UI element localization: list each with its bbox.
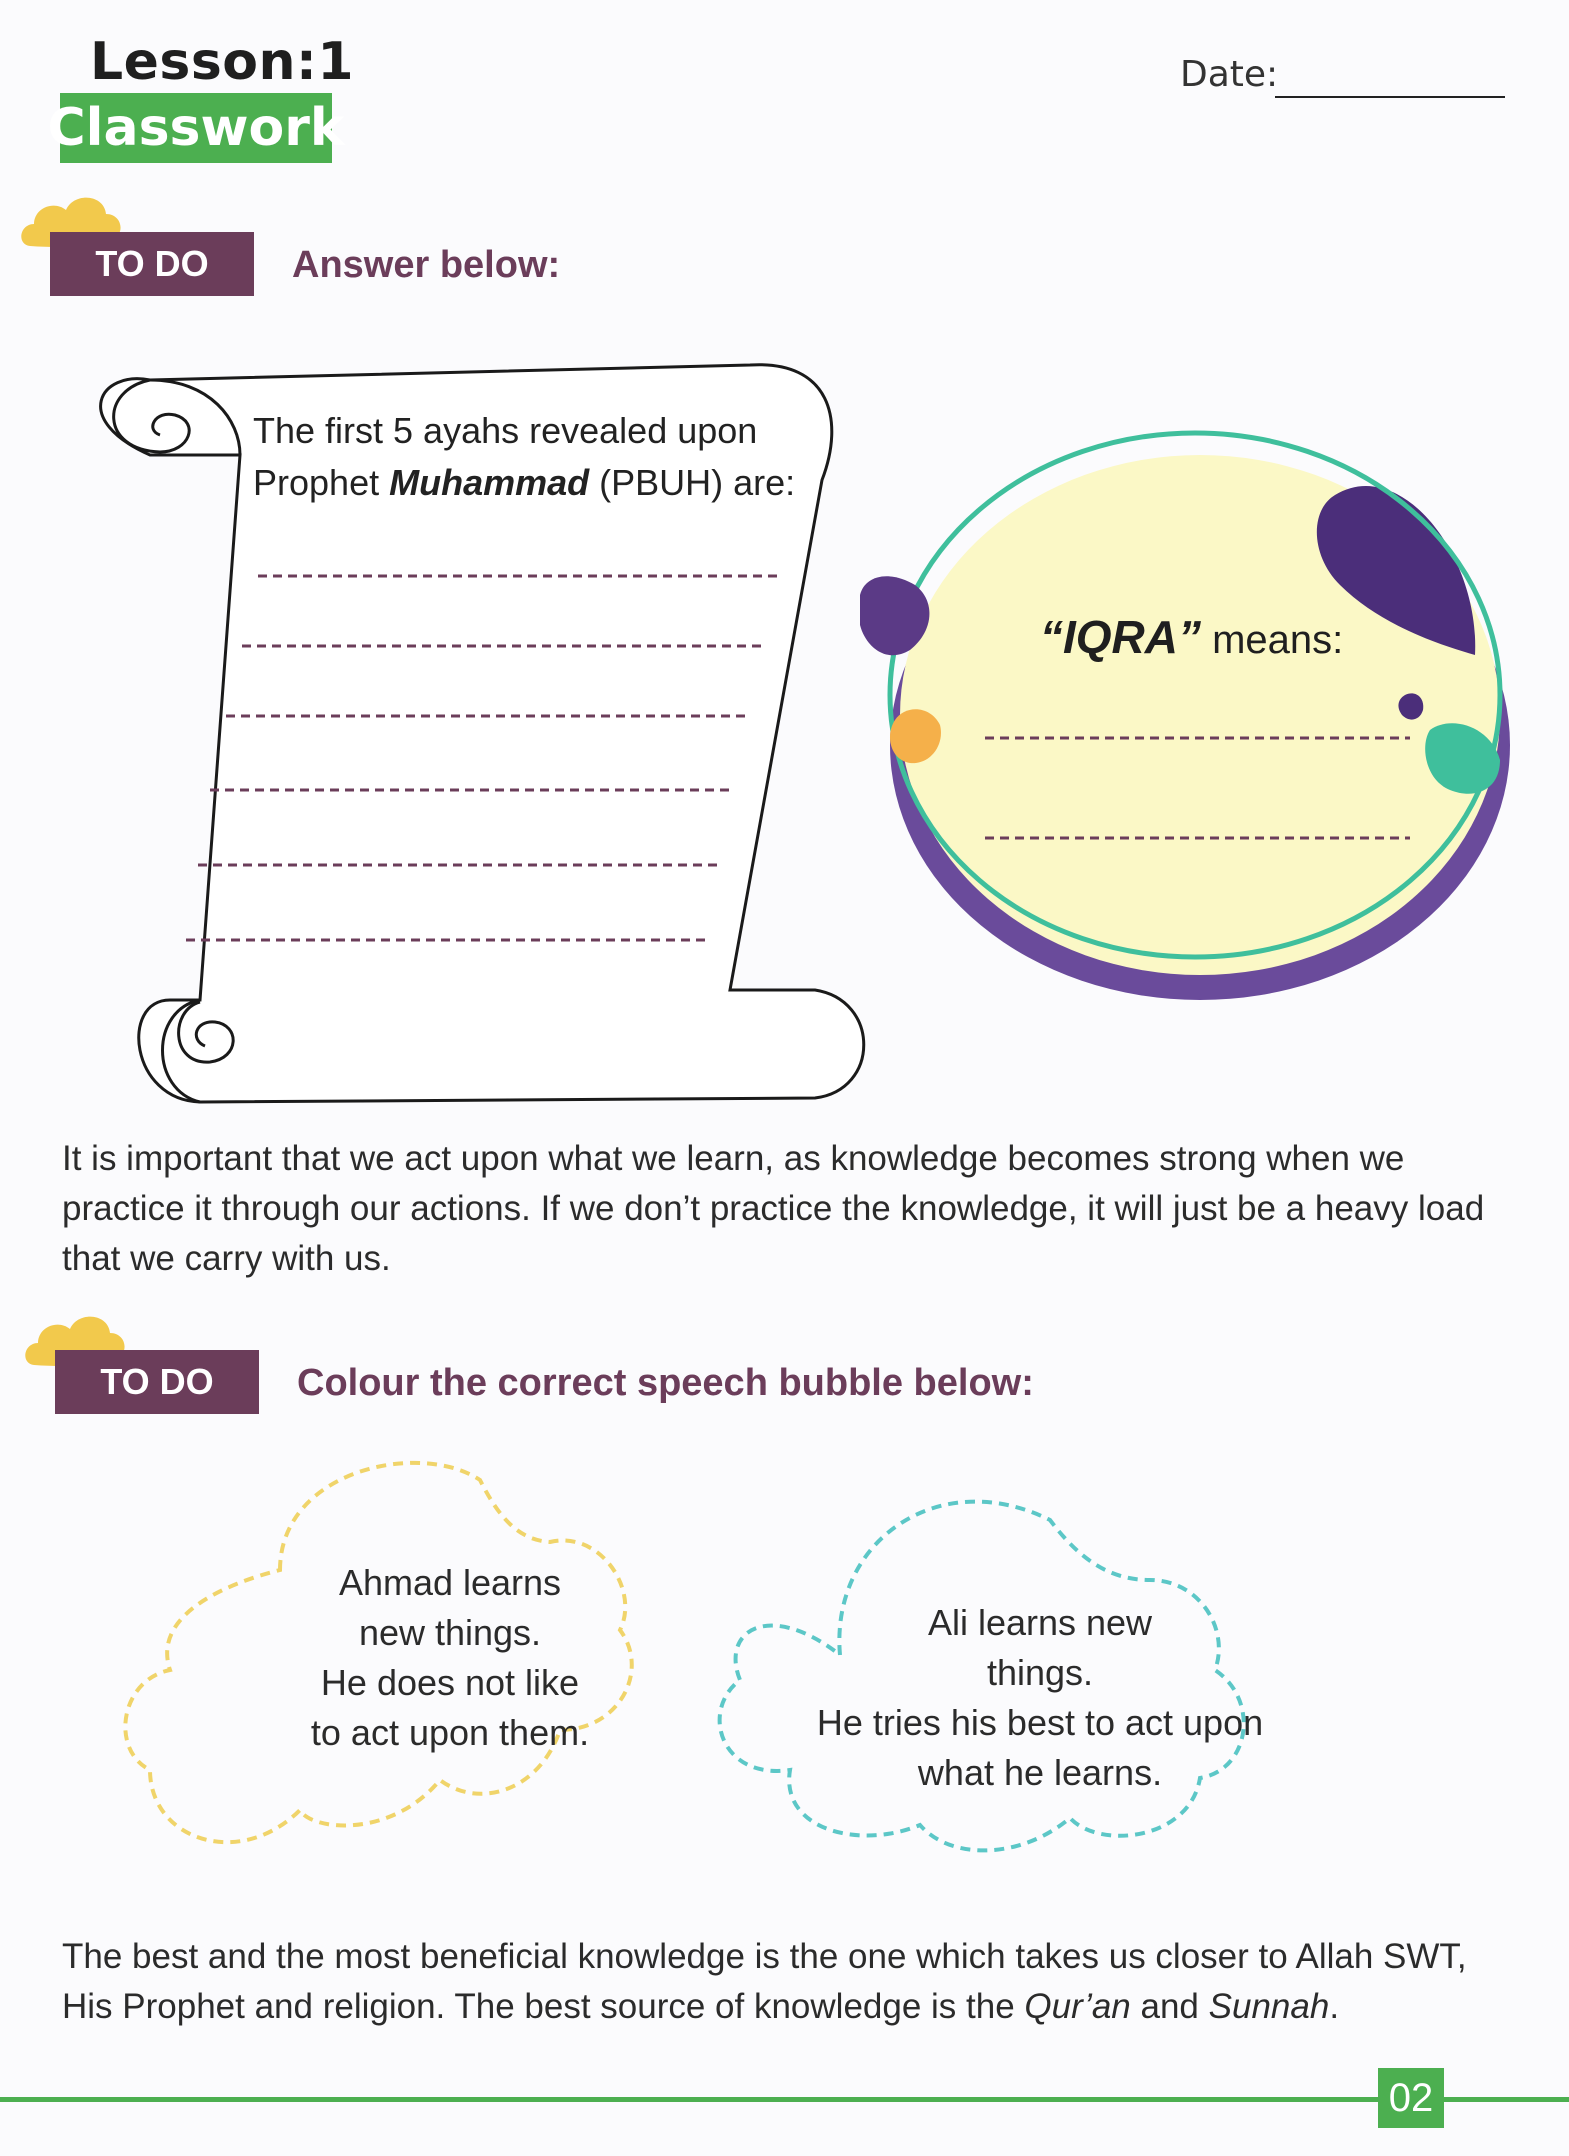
footer-line <box>0 2097 1569 2102</box>
todo-badge: TO DO <box>55 1350 259 1414</box>
date-input-line[interactable] <box>1275 96 1505 98</box>
todo-badge: TO DO <box>50 232 254 296</box>
bubble-left-text[interactable]: Ahmad learns new things. He does not like to act upon them. <box>310 1562 590 1753</box>
classwork-badge: Classwork <box>60 93 332 163</box>
date-label: Date: <box>1180 54 1279 95</box>
paragraph-practice: It is important that we act upon what we learn, as knowledge becomes strong when we practice it through our actions. If we don’t practice the knowledge, it will just be a heavy load that we carry with us. <box>62 1139 1485 1278</box>
iqra-blob-illustration <box>840 395 1510 1015</box>
scroll-prompt: The first 5 ayahs revealed upon Prophet Muhammad (PBUH) are: <box>253 410 796 503</box>
page-number: 02 <box>1378 2068 1444 2128</box>
bubble-right-text[interactable]: Ali learns new things. He tries his best to act upon what he learns. <box>816 1602 1264 1793</box>
section-heading-colour: Colour the correct speech bubble below: <box>297 1362 1034 1404</box>
paragraph-best-knowledge: The best and the most beneficial knowledge is the one which takes us closer to Allah SWT, His Prophet and religion. The best source of knowledge is the Qur’an and Sunnah. <box>62 1937 1467 2026</box>
prophet-name: Muhammad <box>389 462 590 503</box>
lesson-title: Lesson:1 <box>90 32 355 92</box>
iqra-label: “IQRA” means: <box>1040 611 1344 663</box>
section-heading-answer: Answer below: <box>292 244 561 286</box>
